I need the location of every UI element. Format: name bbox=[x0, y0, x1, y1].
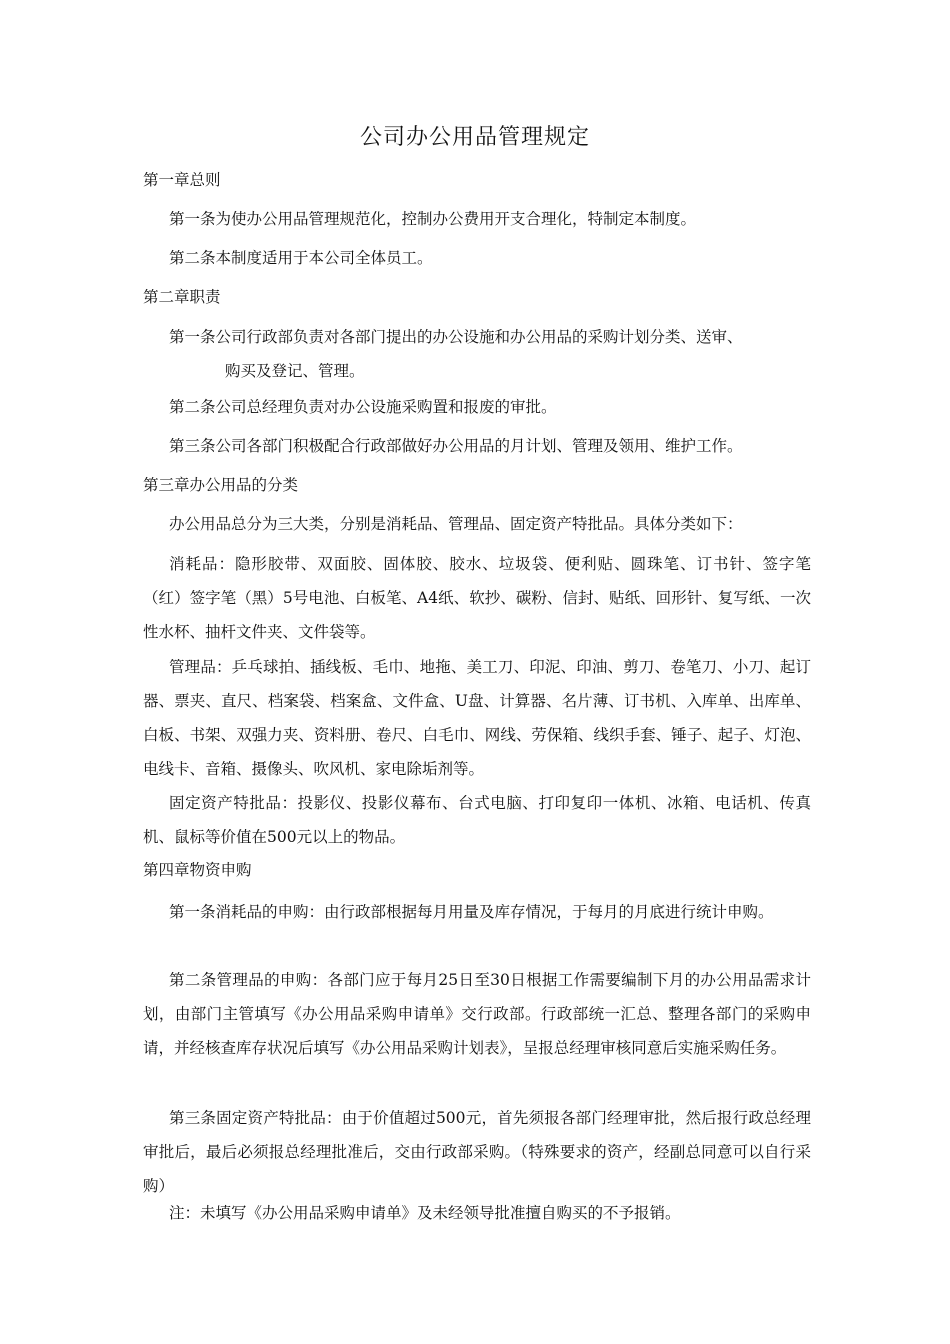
chapter-4-article-1: 第一条消耗品的申购：由行政部根据每月用量及库存情况，于每月的月底进行统计申购。 bbox=[169, 903, 774, 921]
consumables-paragraph: 消耗品：隐形胶带、双面胶、固体胶、胶水、垃圾袋、便利贴、圆珠笔、订书针、签字笔（红）签字笔（黑）5号电池、白板笔、A4纸、软抄、碳粉、信封、贴纸、回形针、复写纸、一次性水杯、抽杆文件夹、文件袋等。 bbox=[143, 555, 811, 641]
chapter-1-heading: 第一章总则 bbox=[143, 171, 221, 189]
chapter-2-article-1-line-1: 第一条公司行政部负责对各部门提出的办公设施和办公用品的采购计划分类、送审、 bbox=[169, 328, 743, 346]
chapter-4-article-3: 第三条固定资产特批品：由于价值超过500元，首先须报各部门经理审批，然后报行政总经理审批后，最后必须报总经理批准后，交由行政部采购。（特殊要求的资产，经副总同意可以自行采购） bbox=[143, 1109, 811, 1195]
chapter-3-intro: 办公用品总分为三大类，分别是消耗品、管理品、固定资产特批品。具体分类如下： bbox=[169, 515, 743, 533]
chapter-2-article-2: 第二条公司总经理负责对办公设施采购置和报废的审批。 bbox=[169, 398, 557, 416]
document-title: 公司办公用品管理规定 bbox=[359, 125, 590, 150]
chapter-4-article-2: 第二条管理品的申购：各部门应于每月25日至30日根据工作需要编制下月的办公用品需求计划，由部门主管填写《办公用品采购申请单》交行政部。行政部统一汇总、整理各部门的采购申请，并经核查库存状况后填写《办公用品采购计划表》，呈报总经理审核同意后实施采购任务。 bbox=[143, 971, 811, 1057]
chapter-1-article-2: 第二条本制度适用于本公司全体员工。 bbox=[169, 249, 433, 267]
chapter-2-heading: 第二章职责 bbox=[143, 288, 221, 306]
chapter-2-article-1-line-2: 购买及登记、管理。 bbox=[225, 362, 365, 380]
chapter-2-article-3: 第三条公司各部门积极配合行政部做好办公用品的月计划、管理及领用、维护工作。 bbox=[169, 437, 743, 455]
chapter-4-note: 注：未填写《办公用品采购申请单》及未经领导批准擅自购买的不予报销。 bbox=[169, 1204, 681, 1222]
chapter-4-heading: 第四章物资申购 bbox=[143, 861, 252, 879]
chapter-2-article-1 bbox=[169, 320, 811, 388]
fixed-assets-paragraph: 固定资产特批品：投影仪、投影仪幕布、台式电脑、打印复印一体机、冰箱、电话机、传真机、鼠标等价值在500元以上的物品。 bbox=[143, 794, 811, 846]
managed-items-paragraph: 管理品：乒乓球拍、插线板、毛巾、地拖、美工刀、印泥、印油、剪刀、卷笔刀、小刀、起订器、票夹、直尺、档案袋、档案盒、文件盒、U盘、计算器、名片薄、订书机、入库单、出库单、白板、书架、双强力夹、资料册、卷尺、白毛巾、网线、劳保箱、线织手套、锤子、起子、灯泡、电线卡、音箱、摄像头、吹风机、家电除垢剂等。 bbox=[143, 658, 811, 778]
chapter-1-article-1: 第一条为使办公用品管理规范化，控制办公费用开支合理化，特制定本制度。 bbox=[169, 210, 697, 228]
chapter-3-heading: 第三章办公用品的分类 bbox=[143, 476, 299, 494]
